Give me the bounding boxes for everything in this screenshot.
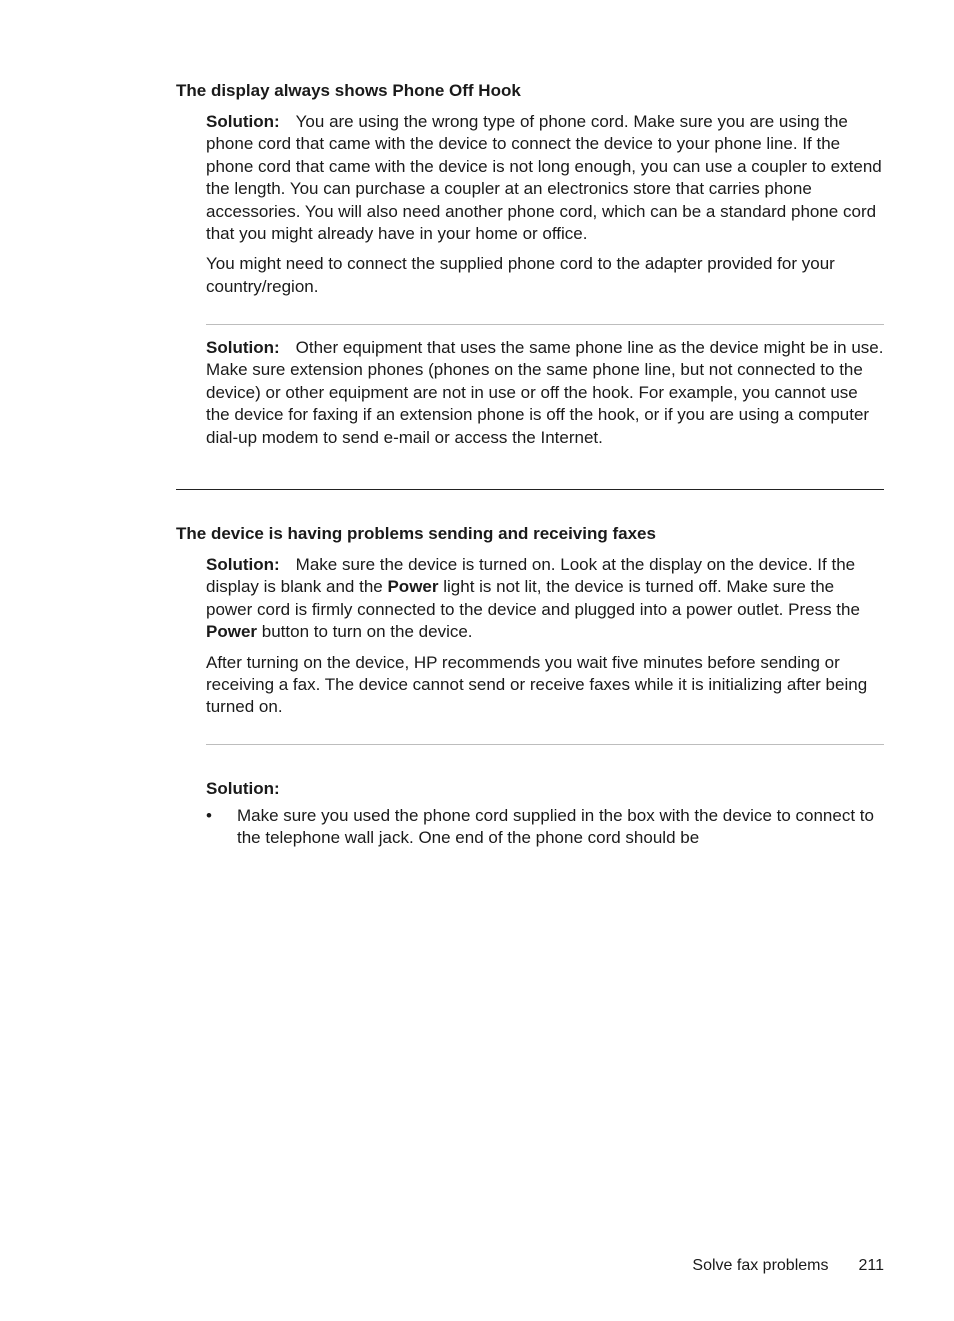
solution-text-part: light is not lit, the device is turned off. Make sure the power cord is firmly connected to the device and plugged into a power outlet. Press the <box>206 577 860 619</box>
solution-text-part: button to turn on the device. <box>261 622 473 642</box>
page-footer <box>692 1256 884 1276</box>
bullet-icon: • <box>206 806 212 825</box>
solution-label: Solution: <box>206 779 280 798</box>
power-keyword: Power <box>206 622 258 642</box>
solution-text: You are using the wrong type of phone cord. Make sure you are using the phone cord that came with the device to connect the device to your phone line. If the phone cord that came with the device is not long enough, you can use a coupler to extend the length. You can purchase a coupler at an electronics store that carries phone accessories. You will also need another phone cord, which can be a standard phone cord that you might already have in your home or office. <box>206 112 882 244</box>
solution-label: Solution: <box>206 555 280 574</box>
solution-note: After turning on the device, HP recommends you wait five minutes before sending or receiving a fax. The device cannot send or receive faxes while it is initializing after being turned on. <box>206 652 868 717</box>
solution-label: Solution: <box>206 338 280 357</box>
solution-text: Other equipment that uses the same phone line as the device might be in use. Make sure extension phones (phones on the same phone line, but not connected to the device) or other equipment are not in use or off the hook. For example, you cannot use the device for faxing if an extension phone is off the hook, or if you are using a computer dial-up modem to send e-mail or access the Internet. <box>206 338 884 447</box>
solution-block-wrong-cord <box>206 111 884 298</box>
power-keyword: Power <box>387 577 439 597</box>
solution-divider <box>206 744 884 745</box>
page-number: 211 <box>858 1257 884 1274</box>
section-divider <box>176 489 884 490</box>
solution-divider <box>206 324 884 325</box>
footer-section-name: Solve fax problems <box>692 1257 829 1274</box>
section-title-phone-off-hook: The display always shows Phone Off Hook <box>176 81 521 100</box>
solution-paragraph <box>206 111 884 245</box>
list-item <box>206 805 884 850</box>
solution-paragraph <box>206 337 884 449</box>
section-title-sending-receiving: The device is having problems sending and receiving faxes <box>176 524 656 543</box>
solution-paragraph <box>206 554 884 644</box>
solution-note: You might need to connect the supplied phone cord to the adapter provided for your country/region. <box>206 254 835 296</box>
solution-bullet-list <box>206 805 884 850</box>
solution-block-phone-cord <box>206 778 884 800</box>
solution-block-power <box>206 554 884 719</box>
solution-label: Solution: <box>206 112 280 131</box>
solution-block-other-equipment <box>206 337 884 449</box>
solution-text-part: Make sure the device is turned on. Look at the display on the device. If the display is blank and the <box>206 555 856 597</box>
list-item-text: Make sure you used the phone cord supplied in the box with the device to connect to the telephone wall jack. One end of the phone cord should be <box>237 806 874 848</box>
